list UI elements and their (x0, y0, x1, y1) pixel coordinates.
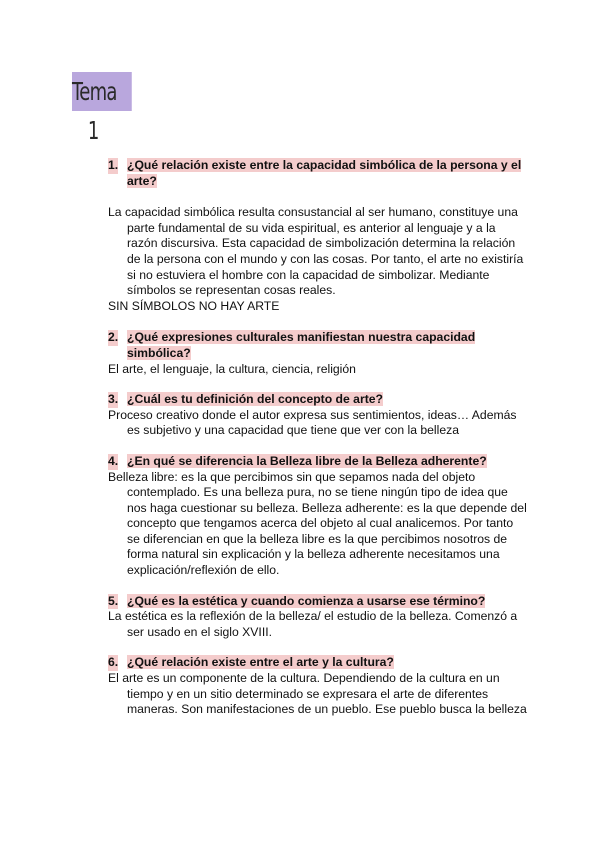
answer-1-note: SIN SÍMBOLOS NO HAY ARTE (108, 298, 280, 313)
question-2 (108, 330, 528, 361)
question-6 (108, 655, 528, 671)
qa-item-2 (108, 330, 528, 377)
answer-3: Proceso creativo donde el autor expresa sus sentimientos, ideas… Además es subjetivo y una capacidad que tiene que ver con la belleza (108, 407, 517, 438)
question-text: ¿Qué relación existe entre el arte y la cultura? (127, 655, 394, 670)
question-5 (108, 594, 528, 610)
qa-item-4 (108, 454, 528, 579)
question-text: ¿Qué relación existe entre la capacidad simbólica de la persona y el arte? (127, 158, 522, 188)
answer-1: La capacidad simbólica resulta consustancial al ser humano, constituye una parte fundamental de su vida espiritual, es anterior al lenguaje y a la razón discursiva. Esta capacidad de simbolización determina la relación de la persona con el mundo y con las cosas. Por tanto, el arte no existiría si no estuviera el hombre con la capacidad de simbolizar. Mediante símbolos se representan cosas reales. (108, 205, 524, 298)
answer-2: El arte, el lenguaje, la cultura, ciencia, religión (108, 361, 356, 376)
document-body (108, 158, 528, 718)
question-text: ¿En qué se diferencia la Belleza libre de la Belleza adherente? (127, 453, 487, 468)
qa-item-5 (108, 594, 528, 641)
question-number: 4. (108, 453, 119, 468)
qa-item-1 (108, 158, 528, 314)
question-number: 2. (108, 330, 119, 345)
question-number: 1. (108, 158, 119, 172)
question-text: ¿Qué es la estética y cuando comienza a usarse ese término? (127, 593, 486, 608)
qa-item-6 (108, 655, 528, 717)
answer-6: El arte es un componente de la cultura. Dependiendo de la cultura en un tiempo y en un sitio determinado se expresara el arte de diferentes maneras. Son manifestaciones de un pueblo. Ese pueblo busca la belleza (108, 671, 527, 717)
answer-5: La estética es la reflexión de la belleza/ el estudio de la belleza. Comenzó a ser usado en el siglo XVIII. (108, 609, 518, 639)
answer-4: Belleza libre: es la que percibimos sin que sepamos nada del objeto contemplado. Es una belleza pura, no se tiene ningún tipo de idea que nos haga cuestionar su belleza. Belleza adherente: es la que depende del concepto que tengamos acerca del objeto al cual analicemos. Por tanto se diferencian en que la belleza libre es la que percibimos nosotros de forma natural sin explicación y la belleza adherente necesitamos una explicación/reflexión de ello. (108, 469, 527, 578)
question-number: 3. (108, 392, 119, 407)
question-number: 5. (108, 593, 119, 608)
question-text: ¿Cuál es tu definición del concepto de arte? (127, 392, 383, 407)
question-3 (108, 392, 528, 408)
question-number: 6. (108, 655, 119, 670)
question-text: ¿Qué expresiones culturales manifiestan nuestra capacidad simbólica? (127, 330, 476, 360)
qa-item-3 (108, 392, 528, 439)
question-1 (108, 158, 528, 189)
question-4 (108, 454, 528, 470)
page-title: Tema 1 (72, 72, 132, 111)
